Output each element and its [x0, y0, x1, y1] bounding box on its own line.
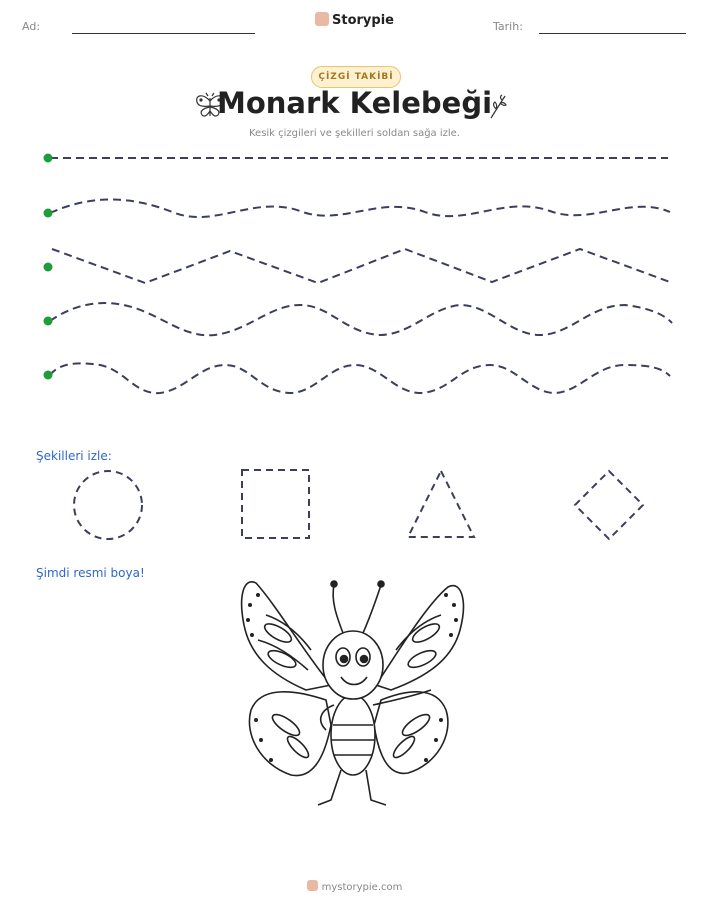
start-dot-3: [44, 263, 53, 272]
trace-line-wave-3: [50, 363, 670, 393]
trace-square: [242, 470, 309, 538]
instructions: Kesik çizgileri ve şekilleri soldan sağa izle.: [248, 128, 460, 139]
start-dot-1: [44, 154, 53, 163]
start-dot-4: [44, 317, 53, 326]
storypie-logo-icon: [315, 12, 329, 26]
brand-name: Storypie: [332, 13, 394, 28]
start-dot-5: [44, 371, 53, 380]
footer: [0, 880, 709, 893]
trace-shapes: [0, 465, 709, 545]
start-dot-2: [44, 209, 53, 218]
trace-line-wave-1: [50, 200, 670, 218]
butterfly-coloring-illustration: [236, 575, 466, 815]
name-write-line[interactable]: [72, 33, 255, 34]
trace-circle: [74, 471, 142, 539]
trace-line-wave-2: [50, 303, 672, 335]
coloring-section-label: Şimdi resmi boya!: [36, 566, 145, 580]
brand-logo: [0, 12, 709, 28]
page-title: Monark Kelebeği: [216, 86, 493, 120]
category-badge: ÇİZGİ TAKİBİ: [311, 66, 401, 88]
date-write-line[interactable]: [539, 33, 686, 34]
shapes-section-label: Şekilleri izle:: [36, 449, 112, 463]
date-label: Tarih:: [493, 20, 523, 33]
tracing-lines: [0, 140, 709, 400]
footer-site[interactable]: mystorypie.com: [321, 882, 403, 893]
trace-diamond: [575, 471, 643, 539]
storypie-footer-logo-icon: [307, 880, 318, 891]
trace-line-zigzag: [52, 249, 670, 283]
trace-triangle: [408, 471, 474, 537]
twig-icon: [488, 94, 510, 120]
name-label: Ad:: [22, 20, 41, 33]
